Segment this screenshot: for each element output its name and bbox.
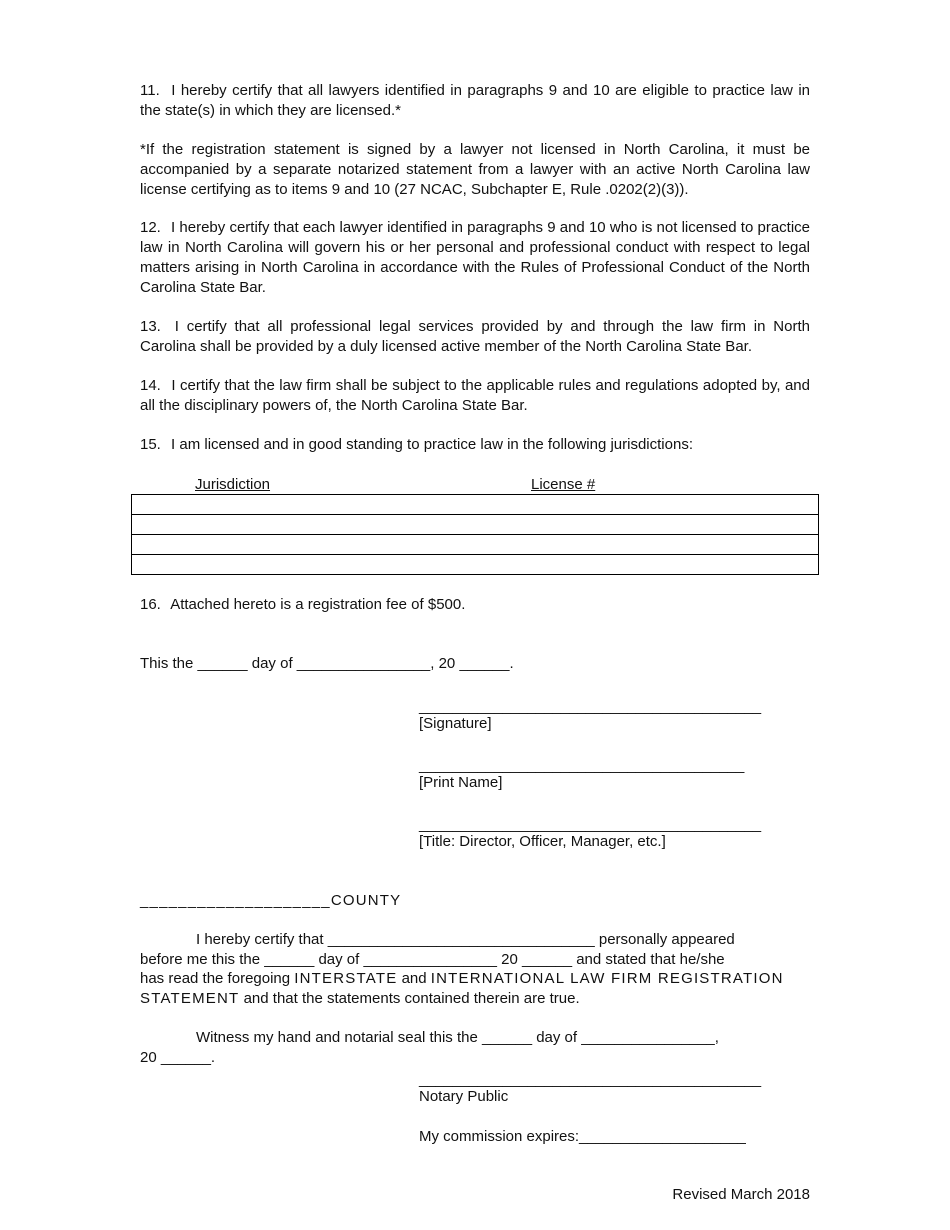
certify-text: and (397, 970, 431, 987)
registration-caps: INTERNATIONAL LAW FIRM REGISTRATION (430, 970, 784, 987)
paragraph-text: I certify that the law firm shall be subject to the applicable rules and regulations adopted by, and all the disciplinary powers of, the North Carolina State Bar. (140, 377, 810, 414)
table-row (132, 515, 819, 535)
notary-public-label: Notary Public (419, 1088, 509, 1105)
certify-text: and that the statements contained therein are true. (239, 990, 580, 1007)
notary-certify-line-4 (140, 989, 580, 1009)
date-line[interactable]: This the ______ day of ________________, 20 ______. (140, 655, 514, 672)
jurisdiction-column-header: Jurisdiction (195, 476, 271, 493)
commission-expires-line[interactable]: My commission expires:____________________ (419, 1128, 746, 1145)
interstate-caps: INTERSTATE (294, 970, 398, 987)
table-row (132, 555, 819, 575)
title-label: [Title: Director, Officer, Manager, etc.] (419, 833, 666, 850)
paragraph-number: 16. (140, 596, 161, 613)
notary-certify-line-2: before me this the ______ day of ________________ 20 ______ and stated that he/she (140, 951, 725, 968)
paragraph-number: 11. (140, 82, 160, 99)
license-column-header: License # (531, 476, 596, 493)
paragraph-number: 14. (140, 377, 161, 394)
license-entry-cell[interactable] (132, 515, 819, 535)
table-row (132, 495, 819, 515)
revision-footer: Revised March 2018 (672, 1186, 810, 1203)
statement-caps: STATEMENT (140, 990, 240, 1007)
notary-certify-line-3 (140, 969, 810, 989)
license-table-header (0, 475, 950, 495)
paragraph-11 (140, 81, 810, 121)
signature-label: [Signature] (419, 715, 492, 732)
license-entry-cell[interactable] (132, 555, 819, 575)
certify-text: has read the foregoing (140, 970, 295, 987)
table-row (132, 535, 819, 555)
paragraph-12 (140, 218, 810, 298)
signature-blank[interactable]: _________________________________________ (419, 698, 762, 715)
paragraph-text: I hereby certify that all lawyers identified in paragraphs 9 and 10 are eligible to practice law in the state(s) in which they are licensed.* (140, 82, 810, 119)
witness-line-1: Witness my hand and notarial seal this the ______ day of ________________, (196, 1029, 719, 1046)
paragraph-13 (140, 317, 810, 357)
license-entry-cell[interactable] (132, 535, 819, 555)
license-entry-cell[interactable] (132, 495, 819, 515)
paragraph-15 (140, 435, 810, 455)
print-name-blank[interactable]: _______________________________________ (419, 757, 745, 774)
witness-line-2: 20 ______. (140, 1049, 216, 1066)
paragraph-text: I certify that all professional legal services provided by and through the law firm in North Carolina shall be provided by a duly licensed active member of the North Carolina State Bar. (140, 318, 810, 355)
paragraph-text: I hereby certify that each lawyer identified in paragraphs 9 and 10 who is not licensed to practice law in North Carolina will govern his or her personal and professional conduct with respect to legal matters arising in North Carolina in accordance with the Rules of Professional Conduct of the North Carolina State Bar. (140, 219, 810, 296)
paragraph-number: 12. (140, 219, 161, 236)
print-name-label: [Print Name] (419, 774, 503, 791)
title-blank[interactable]: _________________________________________ (419, 816, 762, 833)
paragraph-14 (140, 376, 810, 416)
notary-signature-blank[interactable]: _________________________________________ (419, 1071, 762, 1088)
county-line[interactable]: ____________________COUNTY (140, 892, 402, 909)
paragraph-number: 15. (140, 436, 161, 453)
paragraph-text: I am licensed and in good standing to practice law in the following jurisdictions: (171, 436, 693, 453)
licensing-footnote: *If the registration statement is signed by a lawyer not licensed in North Carolina, it must be accompanied by a separate notarized statement from a lawyer with an active North Carolina law license certifying as to items 9 and 10 (27 NCAC, Subchapter E, Rule .0202(2)(3)). (140, 141, 810, 198)
notary-certify-line-1: I hereby certify that ________________________________ personally appeared (196, 931, 735, 948)
paragraph-16 (140, 595, 810, 615)
paragraph-number: 13. (140, 318, 161, 335)
license-table (131, 494, 819, 575)
paragraph-text: Attached hereto is a registration fee of $500. (170, 596, 466, 613)
